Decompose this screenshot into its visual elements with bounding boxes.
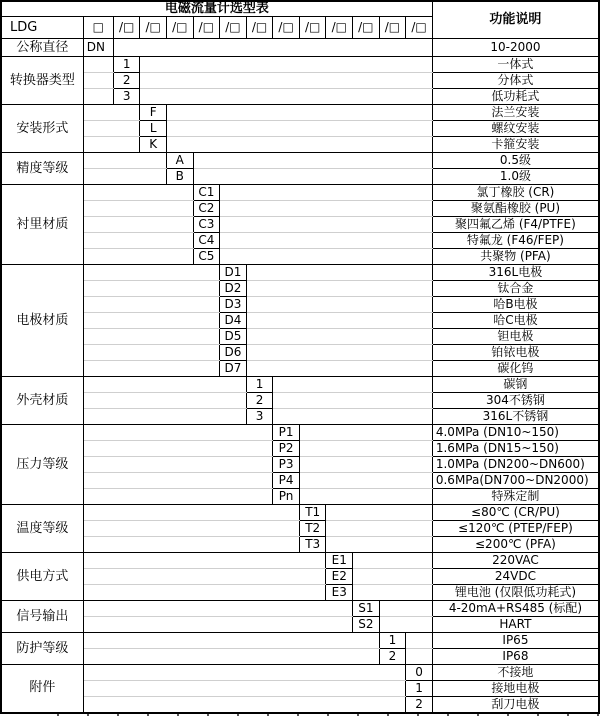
description-cell: 24VDC <box>432 569 599 585</box>
spacer-cell <box>83 393 246 409</box>
table-row <box>1 105 599 121</box>
table-row <box>1 505 599 521</box>
spacer-cell <box>83 537 299 553</box>
spacer-cell <box>83 313 219 329</box>
description-cell: 1.0MPa (DN200~DN600) <box>432 457 599 473</box>
description-cell: 锂电池 (仅限低功耗式) <box>432 585 599 601</box>
code-installation-type-cell: F <box>140 105 167 121</box>
spacer-cell <box>273 409 433 425</box>
spacer-cell <box>83 553 326 569</box>
code-accuracy-grade-cell: A <box>167 153 194 169</box>
spacer-cell <box>83 409 246 425</box>
spacer-cell <box>246 313 432 329</box>
table-row <box>1 281 599 297</box>
spacer-cell <box>83 585 326 601</box>
description-cell: 分体式 <box>432 73 599 89</box>
description-cell: 4-20mA+RS485 (标配) <box>432 601 599 617</box>
spacer-cell <box>220 249 433 265</box>
code-slot-box: /□ <box>299 17 326 39</box>
spacer-cell <box>299 489 432 505</box>
spacer-cell <box>83 521 299 537</box>
code-temperature-grade-cell: T2 <box>299 521 326 537</box>
description-cell: 螺纹安装 <box>432 121 599 137</box>
description-cell: 10-2000 <box>432 39 599 57</box>
section-label-electrode-material: 电极材质 <box>1 265 83 377</box>
spacer-cell <box>83 617 352 633</box>
code-housing-material-cell: 3 <box>246 409 273 425</box>
spacer-cell <box>353 553 433 569</box>
code-transmitter-type-cell: 2 <box>113 73 140 89</box>
spacer-cell <box>83 89 113 105</box>
spacer-cell <box>246 297 432 313</box>
spacer-cell <box>246 329 432 345</box>
table-row <box>1 601 599 617</box>
code-installation-type-cell: K <box>140 137 167 153</box>
code-liner-material-cell: C1 <box>193 185 220 201</box>
code-liner-material-cell: C3 <box>193 217 220 233</box>
description-cell: 哈C电极 <box>432 313 599 329</box>
description-cell: 铂铱电极 <box>432 345 599 361</box>
table-row <box>1 569 599 585</box>
code-slot-box: /□ <box>246 17 273 39</box>
description-cell: 刮刀电极 <box>432 697 599 713</box>
spacer-cell <box>83 169 166 185</box>
table-row <box>1 441 599 457</box>
code-signal-output-cell: S1 <box>353 601 380 617</box>
code-pressure-rating-cell: Pn <box>273 489 300 505</box>
code-accessories-cell: 0 <box>406 665 433 681</box>
description-cell: 4.0MPa (DN10~150) <box>432 425 599 441</box>
spacer-cell <box>299 441 432 457</box>
spacer-cell <box>299 425 432 441</box>
description-cell: 接地电极 <box>432 681 599 697</box>
code-electrode-material-cell: D4 <box>220 313 247 329</box>
description-cell: 聚氨酯橡胶 (PU) <box>432 201 599 217</box>
code-temperature-grade-cell: T3 <box>299 537 326 553</box>
spacer-cell <box>326 521 432 537</box>
description-cell: 钛合金 <box>432 281 599 297</box>
spacer-cell <box>193 153 432 169</box>
spacer-cell <box>83 505 299 521</box>
description-cell: 氯丁橡胶 (CR) <box>432 185 599 201</box>
code-liner-material-cell: C4 <box>193 233 220 249</box>
section-label-pressure-rating: 压力等级 <box>1 425 83 505</box>
table-row <box>1 345 599 361</box>
code-liner-material-cell: C2 <box>193 201 220 217</box>
table-row <box>1 329 599 345</box>
spacer-cell <box>246 281 432 297</box>
spacer-cell <box>326 537 432 553</box>
code-accessories-cell: 1 <box>406 681 433 697</box>
description-cell: 特殊定制 <box>432 489 599 505</box>
code-electrode-material-cell: D7 <box>220 361 247 377</box>
table-row <box>1 121 599 137</box>
table-row <box>1 489 599 505</box>
description-cell: ≤120℃ (PTEP/FEP) <box>432 521 599 537</box>
description-cell: 0.5级 <box>432 153 599 169</box>
code-protection-grade-cell: 2 <box>379 649 406 665</box>
spacer-cell <box>83 377 246 393</box>
spacer-cell <box>83 153 166 169</box>
table-row <box>1 409 599 425</box>
code-installation-type-cell: L <box>140 121 167 137</box>
description-cell: 哈B电极 <box>432 297 599 313</box>
spacer-cell <box>220 185 433 201</box>
spacer-cell <box>83 105 140 121</box>
description-cell: 卡箍安装 <box>432 137 599 153</box>
description-cell: 304不锈钢 <box>432 393 599 409</box>
spacer-cell <box>220 201 433 217</box>
code-electrode-material-cell: D6 <box>220 345 247 361</box>
spacer-cell <box>83 457 273 473</box>
spacer-cell <box>379 617 432 633</box>
table-row <box>1 297 599 313</box>
code-slot-box: /□ <box>353 17 380 39</box>
description-cell: 1.6MPa (DN15~150) <box>432 441 599 457</box>
code-slot-box: /□ <box>273 17 300 39</box>
spacer-cell <box>83 473 273 489</box>
description-cell: 法兰安装 <box>432 105 599 121</box>
spacer-cell <box>83 281 219 297</box>
table-row <box>1 553 599 569</box>
table-row <box>1 393 599 409</box>
description-cell: 钽电极 <box>432 329 599 345</box>
spacer-cell <box>353 569 433 585</box>
spacer-cell <box>83 569 326 585</box>
description-cell: 316L电极 <box>432 265 599 281</box>
spacer-cell <box>406 633 433 649</box>
spacer-cell <box>83 441 273 457</box>
table-row <box>1 473 599 489</box>
code-housing-material-cell: 1 <box>246 377 273 393</box>
code-pressure-rating-cell: P3 <box>273 457 300 473</box>
description-cell: 1.0级 <box>432 169 599 185</box>
spacer-cell <box>83 249 193 265</box>
section-label-accessories: 附件 <box>1 665 83 713</box>
spacer-cell <box>83 185 193 201</box>
table-row <box>1 39 599 57</box>
code-slot-box: /□ <box>406 17 433 39</box>
spacer-cell <box>353 585 433 601</box>
spacer-cell <box>83 121 140 137</box>
table-row <box>1 649 599 665</box>
code-accuracy-grade-cell: B <box>167 169 194 185</box>
description-cell: 不接地 <box>432 665 599 681</box>
spacer-cell <box>379 601 432 617</box>
code-transmitter-type-cell: 3 <box>113 89 140 105</box>
table-row <box>1 425 599 441</box>
spacer-cell <box>83 361 219 377</box>
table-row <box>1 697 599 713</box>
code-temperature-grade-cell: T1 <box>299 505 326 521</box>
spacer-cell <box>273 377 433 393</box>
code-electrode-material-cell: D3 <box>220 297 247 313</box>
spacer-cell <box>83 329 219 345</box>
code-power-supply-cell: E1 <box>326 553 353 569</box>
description-cell: ≤200℃ (PFA) <box>432 537 599 553</box>
spacer-cell <box>83 137 140 153</box>
description-cell: 碳化钨 <box>432 361 599 377</box>
code-pressure-rating-cell: P1 <box>273 425 300 441</box>
code-slot-box: /□ <box>140 17 167 39</box>
table-row <box>1 313 599 329</box>
table-title: 电磁流量计选型表 <box>1 1 432 17</box>
spacer-cell <box>83 233 193 249</box>
table-row <box>1 361 599 377</box>
spacer-cell <box>167 137 433 153</box>
description-cell: 碳钢 <box>432 377 599 393</box>
table-row <box>1 57 599 73</box>
code-power-supply-cell: E2 <box>326 569 353 585</box>
code-pressure-rating-cell: P2 <box>273 441 300 457</box>
spacer-cell <box>193 169 432 185</box>
description-cell: ≤80℃ (CR/PU) <box>432 505 599 521</box>
spacer-cell <box>83 665 405 681</box>
table-row <box>1 217 599 233</box>
description-cell: IP68 <box>432 649 599 665</box>
table-row <box>1 681 599 697</box>
spacer-cell <box>83 201 193 217</box>
section-label-accuracy-grade: 精度等级 <box>1 153 83 185</box>
spacer-cell <box>83 265 219 281</box>
code-accessories-cell: 2 <box>406 697 433 713</box>
spacer-cell <box>326 505 432 521</box>
table-row <box>1 233 599 249</box>
model-prefix-cell: LDG <box>1 17 83 39</box>
section-label-temperature-grade: 温度等级 <box>1 505 83 553</box>
spacer-cell <box>83 681 405 697</box>
section-label-transmitter-type: 转换器类型 <box>1 57 83 105</box>
spacer-cell <box>83 489 273 505</box>
spacer-cell <box>83 73 113 89</box>
spacer-cell <box>83 425 273 441</box>
spacer-cell <box>273 393 433 409</box>
code-liner-material-cell: C5 <box>193 249 220 265</box>
code-slot-box: /□ <box>113 17 140 39</box>
code-electrode-material-cell: D5 <box>220 329 247 345</box>
description-cell: 220VAC <box>432 553 599 569</box>
table-row <box>1 617 599 633</box>
section-label-signal-output: 信号输出 <box>1 601 83 633</box>
function-column-header: 功能说明 <box>432 1 599 39</box>
description-cell: HART <box>432 617 599 633</box>
spacer-cell <box>246 361 432 377</box>
table-row <box>1 377 599 393</box>
code-slot-box: /□ <box>193 17 220 39</box>
spacer-cell <box>83 601 352 617</box>
code-transmitter-type-cell: 1 <box>113 57 140 73</box>
code-electrode-material-cell: D1 <box>220 265 247 281</box>
spacer-cell <box>140 57 432 73</box>
table-row <box>1 633 599 649</box>
spacer-cell <box>167 105 433 121</box>
spacer-cell <box>83 345 219 361</box>
description-cell: 一体式 <box>432 57 599 73</box>
base-code-box: □ <box>83 17 113 39</box>
section-label-power-supply: 供电方式 <box>1 553 83 601</box>
description-cell: 316L不锈钢 <box>432 409 599 425</box>
spacer-cell <box>113 39 432 57</box>
code-protection-grade-cell: 1 <box>379 633 406 649</box>
table-row <box>1 153 599 169</box>
code-slot-box: /□ <box>379 17 406 39</box>
code-housing-material-cell: 2 <box>246 393 273 409</box>
description-cell: 聚四氟乙烯 (F4/PTFE) <box>432 217 599 233</box>
table-row <box>1 265 599 281</box>
code-slot-box: /□ <box>167 17 194 39</box>
table-row <box>1 73 599 89</box>
code-electrode-material-cell: D2 <box>220 281 247 297</box>
table-row <box>1 665 599 681</box>
spacer-cell <box>83 633 379 649</box>
code-power-supply-cell: E3 <box>326 585 353 601</box>
section-label-liner-material: 衬里材质 <box>1 185 83 265</box>
section-label-nominal-diameter: 公称直径 <box>1 39 83 57</box>
table-row <box>1 89 599 105</box>
table-row <box>1 137 599 153</box>
spacer-cell <box>83 297 219 313</box>
description-cell: 共聚物 (PFA) <box>432 249 599 265</box>
table-row <box>1 457 599 473</box>
spacer-cell <box>406 649 433 665</box>
table-row <box>1 521 599 537</box>
code-slot-box: /□ <box>326 17 353 39</box>
spacer-cell <box>246 345 432 361</box>
spacer-cell <box>246 265 432 281</box>
table-row <box>1 201 599 217</box>
spacer-cell <box>299 473 432 489</box>
table-row <box>1 585 599 601</box>
spacer-cell <box>140 89 432 105</box>
description-cell: 特氟龙 (F46/FEP) <box>432 233 599 249</box>
spacer-cell <box>167 121 433 137</box>
spacer-cell <box>83 697 405 713</box>
description-cell: 0.6MPa(DN700~DN2000) <box>432 473 599 489</box>
spacer-cell <box>83 649 379 665</box>
section-label-protection-grade: 防护等级 <box>1 633 83 665</box>
spacer-cell <box>140 73 432 89</box>
code-dn-cell: DN <box>83 39 113 57</box>
table-row <box>1 537 599 553</box>
spacer-cell <box>83 57 113 73</box>
table-row <box>1 249 599 265</box>
table-row <box>1 1 599 17</box>
description-cell: IP65 <box>432 633 599 649</box>
code-slot-box: /□ <box>220 17 247 39</box>
table-row <box>1 185 599 201</box>
section-label-housing-material: 外壳材质 <box>1 377 83 425</box>
description-cell: 低功耗式 <box>432 89 599 105</box>
spacer-cell <box>220 233 433 249</box>
code-pressure-rating-cell: P4 <box>273 473 300 489</box>
spacer-cell <box>220 217 433 233</box>
code-signal-output-cell: S2 <box>353 617 380 633</box>
section-label-installation-type: 安装形式 <box>1 105 83 153</box>
spacer-cell <box>83 217 193 233</box>
spacer-cell <box>299 457 432 473</box>
table-row <box>1 169 599 185</box>
